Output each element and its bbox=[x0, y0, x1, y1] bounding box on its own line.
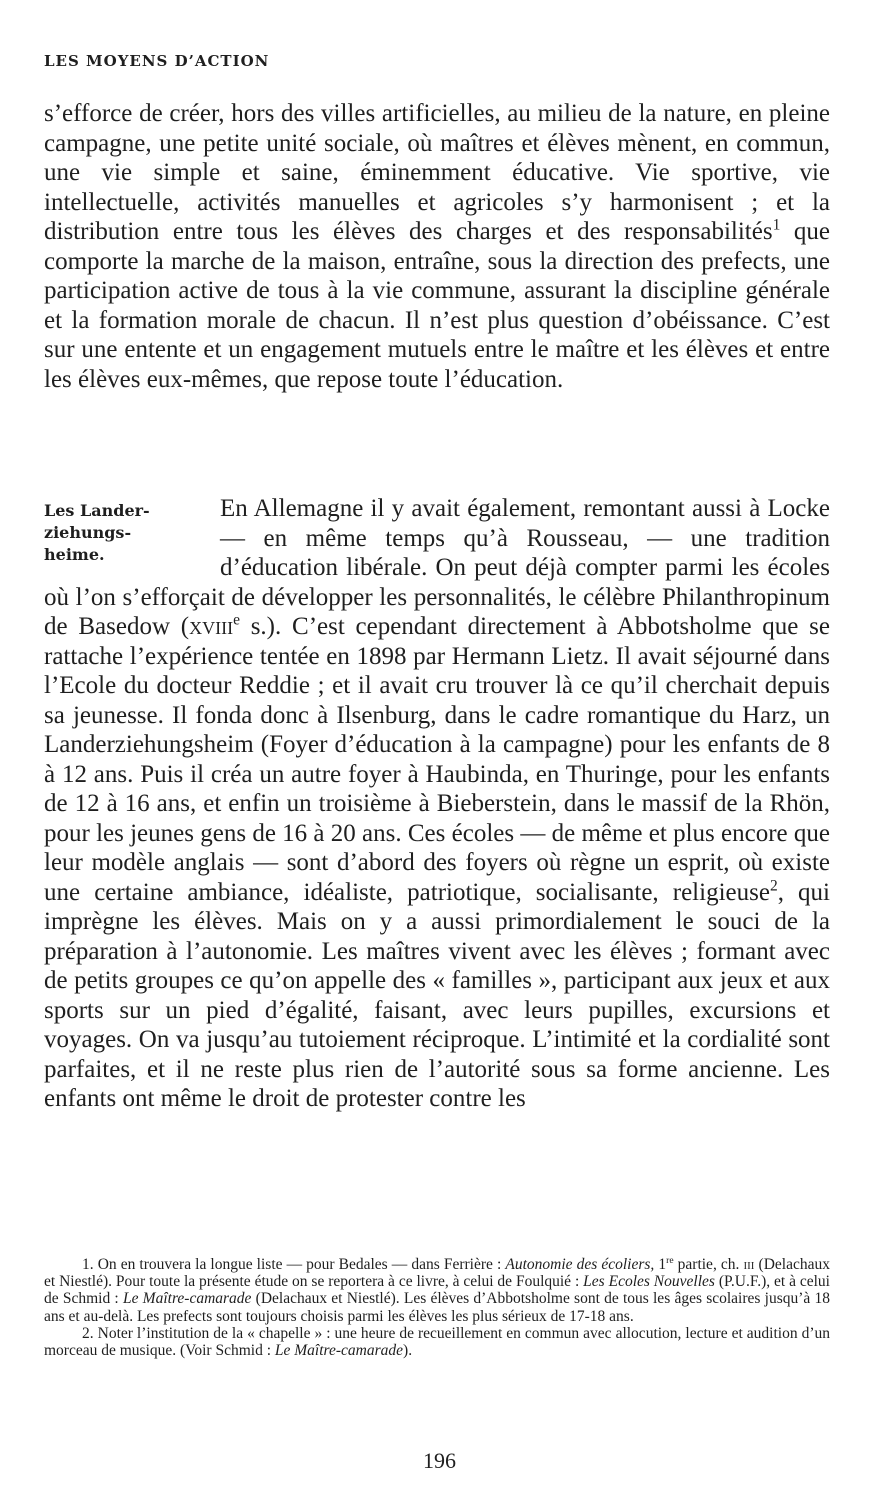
footnote-1-text: 1 bbox=[654, 1256, 667, 1273]
footnote-ref-1: 1 bbox=[772, 216, 781, 234]
footnote-1-title-ecoles: Les Ecoles Nouvelles bbox=[583, 1273, 715, 1291]
section-landerziehungsheime bbox=[44, 494, 830, 1114]
paragraph-2 bbox=[44, 494, 830, 1114]
footnote-1-text: (P.U.F.), et à celui de Schmid : bbox=[44, 1273, 830, 1308]
paragraph-1-text-a: s’efforce de créer, hors des villes artificielles, au milieu de la nature, en pleine campagne, une petite unité sociale, où maîtres et élèves mènent, en commun, une vie simple et saine, éminemment éducative. Vie sportive, vie intellectuelle, activités manuelles et agricoles s’y harmonisent ; et la distribution entre tous les élèves des charges et des responsabilités bbox=[44, 100, 830, 245]
century-numeral: xviii bbox=[189, 613, 234, 640]
page-number: 196 bbox=[423, 1448, 456, 1473]
margin-heading-line-3: heime. bbox=[44, 545, 105, 564]
footnote-1-ordinal: re bbox=[666, 1254, 674, 1266]
footnote-1 bbox=[44, 1256, 830, 1325]
paragraph-1 bbox=[44, 99, 830, 394]
footnote-ref-2: 2 bbox=[769, 877, 778, 895]
footnote-1-text: 1. On en trouvera la longue liste — pour Bedales — dans Ferrière : bbox=[82, 1256, 506, 1273]
footnote-2-title-maitre: Le Maître-camarade bbox=[274, 1342, 404, 1360]
running-head: LES MOYENS D’ACTION bbox=[44, 52, 270, 70]
paragraph-2-text-b: s.). C’est cependant directement à Abbotsholme que se rattache l’expérience tentée en 1898 par Hermann Lietz. Il avait séjourné dans l’Ecole du docteur Reddie ; et il avait cru trouver là ce qu’il cherchait depuis sa jeunesse. Il fonda donc à Ilsenburg, dans le cadre romantique du Harz, un Landerziehungsheim (Foyer d’éducation à la campagne) pour les enfants de 8 à 12 ans. Puis il créa un autre foyer à Haubinda, en Thuringe, pour les enfants de 12 à 16 ans, et enfin un troisième à Bieberstein, dans le massif de la Rhön, pour les jeunes gens de 16 à 20 ans. Ces écoles — de même et plus encore que leur modèle anglais — sont d’abord des foyers où règne un esprit, où existe une certaine ambiance, idéaliste, patriotique, socialisante, religieuse bbox=[44, 613, 830, 906]
footnote-1-title-maitre: Le Maître-camarade bbox=[122, 1290, 252, 1308]
footnote-1-text: (Delachaux et Niestlé). Les élèves d’Abbotsholme sont de tous les âges scolaires jusqu’à 18 ans et au-delà. Les prefects sont toujours choisis parmi les élèves les plus sérieux de 17-18 ans. bbox=[44, 1290, 830, 1325]
margin-heading bbox=[44, 500, 192, 566]
footnote-1-text: (Delachaux et Niestlé). Pour toute la présente étude on se reportera à ce livre, à celui de Foulquié : bbox=[44, 1256, 830, 1291]
footnote-1-title-autonomie: Autonomie des écoliers, bbox=[505, 1256, 655, 1273]
paragraph-2-text-c: , qui imprègne les élèves. Mais on y a aussi primordialement le souci de la préparation à l’autonomie. Les maîtres vivent avec les élèves ; formant avec de petits groupes ce qu’on appelle des « familles », participant aux jeux et aux sports sur un pied d’égalité, faisant, avec leurs pupilles, excursions et voyages. On va jusqu’au tutoiement réciproque. L’intimité et la cordialité sont parfaites, et il ne reste plus rien de l’autorité sous sa forme ancienne. Les enfants ont même le droit de protester contre les bbox=[44, 878, 830, 1112]
footnotes bbox=[44, 1256, 830, 1359]
paragraph-2-text-a: En Allemagne il y avait également, remontant aussi à Locke — en même temps qu’à Rousseau, — une tradition d’éducation libérale. On peut déjà compter parmi les écoles où l’on s’efforçait de développer les personnalités, le célèbre Philanthropinum de Basedow ( bbox=[44, 495, 830, 640]
margin-heading-line-1: Les Lander- bbox=[44, 501, 150, 520]
paragraph-1-text-b: que comporte la marche de la maison, entraîne, sous la direction des prefects, une participation active de tous à la vie commune, assurant la discipline générale et la formation morale de chacun. Il n’est plus question d’obéissance. C’est sur une entente et un engagement mutuels entre le maître et les élèves et entre les élèves eux-mêmes, que repose toute l’éducation. bbox=[44, 218, 830, 393]
footnote-2-text: ). bbox=[403, 1342, 413, 1360]
footnote-2-text: 2. Noter l’institution de la « chapelle » : une heure de recueillement en commun avec allocution, lecture et audition d’un morceau de musique. (Voir Schmid : bbox=[44, 1324, 830, 1360]
footnote-1-text: partie, ch. bbox=[673, 1256, 744, 1273]
footnote-1-chapter-numeral: iii bbox=[743, 1256, 755, 1273]
margin-heading-line-2: ziehungs- bbox=[44, 523, 132, 542]
footnote-2 bbox=[44, 1325, 830, 1359]
century-superscript: e bbox=[233, 611, 240, 629]
